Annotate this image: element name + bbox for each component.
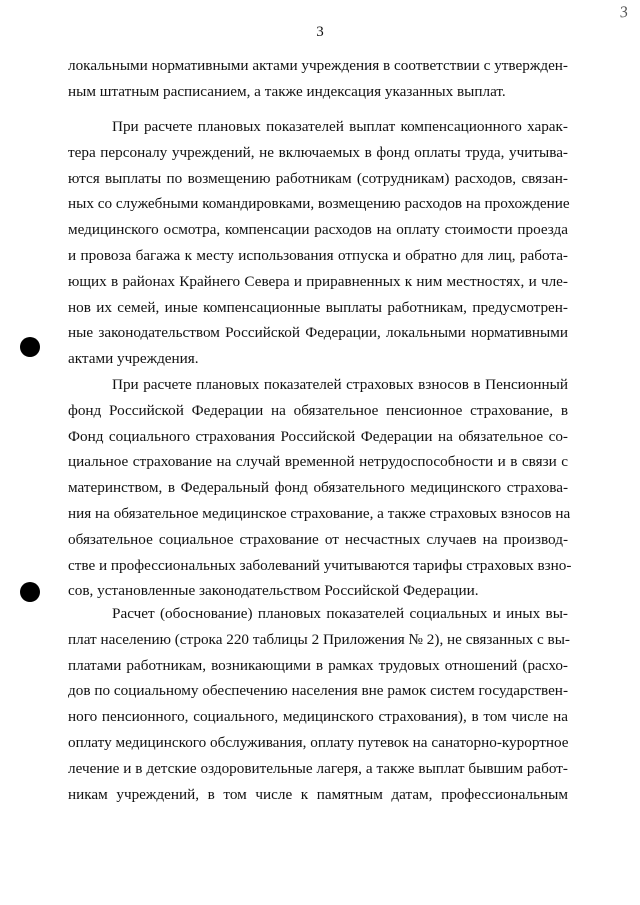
text-line: тера персоналу учреждений, не включаемых в фонд оплаты труда, учитыва- <box>68 143 568 161</box>
text-line: При расчете плановых показателей выплат компенсационного харак- <box>112 118 568 135</box>
text-line: ного пенсионного, социального, медицинского страхования), в том числе на <box>68 708 568 726</box>
text-line: обязательное социальное страхование от несчастных случаев на производ- <box>68 530 568 548</box>
paragraph-compensation-payments <box>68 114 568 372</box>
text-line: никам учреждений, в том числе к памятным датам, профессиональным <box>68 785 568 803</box>
text-line: циальное страхование на случай временной нетрудоспособности и в связи с <box>68 453 568 471</box>
text-line: медицинского осмотра, компенсации расходов на оплату стоимости проезда <box>68 221 568 239</box>
punch-hole-top <box>20 337 40 357</box>
text-line: ных со служебными командировками, возмещению расходов на прохождение <box>68 195 570 213</box>
text-line: сов, установленные законодательством Российской Федерации. <box>68 582 479 600</box>
text-line: ются выплаты по возмещению работникам (сотрудникам) расходов, связан- <box>68 169 568 187</box>
page-number: 3 <box>316 24 324 40</box>
text-line: ным штатным расписанием, а также индексация указанных выплат. <box>68 82 506 100</box>
text-line: ния на обязательное медицинское страхование, а также страховых взносов на <box>68 504 571 522</box>
paragraph-insurance-contributions <box>68 372 572 604</box>
text-line: локальными нормативными актами учреждения в соответствии с утвержден- <box>68 57 568 74</box>
text-line: стве и профессиональных заболеваний учитываются тарифы страховых взно- <box>68 556 572 574</box>
text-line: ющих в районах Крайнего Севера и приравненных к ним местностях, и чле- <box>68 272 568 290</box>
text-line: нов их семей, иные компенсационные выплаты работникам, предусмотрен- <box>68 298 568 316</box>
text-line: и провоза багажа к месту использования отпуска и обратно для лиц, работа- <box>68 246 568 264</box>
text-line: оплату медицинского обслуживания, оплату путевок на санаторно-курортное <box>68 733 569 751</box>
text-line: лечение и в детские оздоровительные лагеря, а также выплат бывшим работ- <box>68 759 568 777</box>
text-line: При расчете плановых показателей страховых взносов в Пенсионный <box>112 376 568 393</box>
text-line: плат населению (строка 220 таблицы 2 Приложения № 2), не связанных с вы- <box>68 630 570 648</box>
text-line: фонд Российской Федерации на обязательное пенсионное страхование, в <box>68 401 568 419</box>
text-line: Расчет (обоснование) плановых показателей социальных и иных вы- <box>112 605 568 622</box>
text-line: материнством, в Федеральный фонд обязательного медицинского страхова- <box>68 479 568 497</box>
paragraph-social-payments <box>68 601 568 807</box>
text-line: актами учреждения. <box>68 350 199 368</box>
paragraph-continuation <box>68 53 568 105</box>
text-line: платами работникам, возникающими в рамках трудовых отношений (расхо- <box>68 656 568 674</box>
handwritten-page-mark: 3 <box>618 3 630 22</box>
punch-hole-bottom <box>20 582 40 602</box>
text-line: ные законодательством Российской Федерации, локальными нормативными <box>68 324 568 342</box>
text-line: Фонд социального страхования Российской Федерации на обязательное со- <box>68 427 568 445</box>
text-line: дов по социальному обеспечению населения вне рамок систем государствен- <box>68 682 568 700</box>
